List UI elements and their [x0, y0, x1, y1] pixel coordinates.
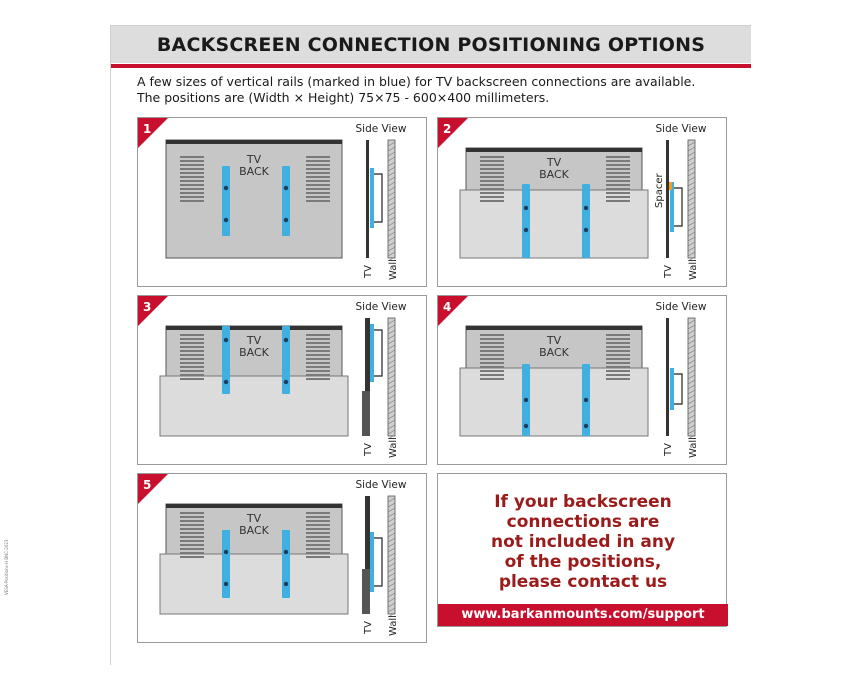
- vertical-rail: [582, 184, 590, 258]
- side-bracket: [674, 374, 682, 404]
- vent-slot: [306, 200, 330, 202]
- contact-line-5: please contact us: [498, 572, 668, 592]
- vent-slot: [606, 346, 630, 348]
- vent-slot: [606, 176, 630, 178]
- vent-slot: [180, 520, 204, 522]
- vent-slot: [180, 342, 204, 344]
- panel-number: 4: [443, 300, 452, 314]
- position-panel-1: [137, 117, 427, 287]
- vent-slot: [180, 334, 204, 336]
- vent-slot: [306, 164, 330, 166]
- wall-axis-label: Wall: [388, 437, 399, 458]
- tv-back-label: TV: [246, 153, 262, 166]
- side-bracket: [374, 538, 382, 586]
- tv-back-label: TV: [546, 156, 562, 169]
- vent-slot: [480, 338, 504, 340]
- vent-slot: [180, 366, 204, 368]
- tv-back-label: BACK: [539, 346, 569, 359]
- vent-slot: [180, 536, 204, 538]
- vent-slot: [180, 358, 204, 360]
- vertical-rail: [282, 166, 290, 236]
- vent-slot: [606, 362, 630, 364]
- side-view-label: Side View: [355, 301, 407, 313]
- tv-lower-section: [160, 376, 348, 436]
- vent-slot: [306, 172, 330, 174]
- vent-slot: [606, 164, 630, 166]
- vent-slot: [480, 168, 504, 170]
- vent-slot: [606, 200, 630, 202]
- vent-slot: [480, 378, 504, 380]
- header-band: [111, 25, 751, 63]
- rail-bolt: [524, 206, 528, 210]
- vent-slot: [480, 370, 504, 372]
- rail-bolt: [584, 398, 588, 402]
- vent-slot: [180, 544, 204, 546]
- side-bracket: [374, 330, 382, 376]
- tv-axis-label: TV: [363, 443, 374, 456]
- vent-slot: [306, 512, 330, 514]
- panel-drawing: [138, 118, 428, 288]
- vent-slot: [306, 536, 330, 538]
- tv-axis-label: TV: [363, 265, 374, 278]
- vent-slot: [480, 192, 504, 194]
- panel-drawing: [138, 474, 428, 644]
- vent-slot: [306, 552, 330, 554]
- vent-slot: [480, 362, 504, 364]
- vent-slot: [306, 156, 330, 158]
- vent-slot: [306, 196, 330, 198]
- vent-slot: [306, 548, 330, 550]
- vent-slot: [180, 164, 204, 166]
- vent-slot: [180, 192, 204, 194]
- contact-line-1: If your backscreen: [494, 492, 672, 512]
- panel-number: 5: [143, 478, 152, 492]
- rail-bolt: [224, 218, 228, 222]
- panel-drawing: [138, 296, 428, 466]
- vent-slot: [306, 362, 330, 364]
- vent-slot: [606, 156, 630, 158]
- panel-number: 3: [143, 300, 152, 314]
- tv-axis-label: TV: [663, 265, 674, 278]
- vent-slot: [306, 524, 330, 526]
- vent-slot: [180, 548, 204, 550]
- intro-line-2: The positions are (Width × Height) 75×75 - 600×400 millimeters.: [137, 90, 550, 105]
- vent-slot: [480, 342, 504, 344]
- tv-profile: [666, 318, 669, 436]
- vent-slot: [480, 350, 504, 352]
- vent-slot: [606, 350, 630, 352]
- vent-slot: [480, 180, 504, 182]
- vertical-rail: [222, 166, 230, 236]
- vent-slot: [606, 160, 630, 162]
- side-rail: [370, 532, 374, 592]
- vent-slot: [306, 334, 330, 336]
- vent-slot: [180, 346, 204, 348]
- vent-slot: [606, 168, 630, 170]
- side-bracket: [674, 188, 682, 226]
- rail-bolt: [524, 398, 528, 402]
- wall-axis-label: Wall: [388, 615, 399, 636]
- vent-slot: [480, 358, 504, 360]
- side-rail: [370, 324, 374, 382]
- position-panel-2: [437, 117, 727, 287]
- wall-axis-label: Wall: [688, 259, 699, 280]
- vent-slot: [306, 346, 330, 348]
- spacer-label: Spacer: [654, 173, 665, 208]
- vent-slot: [306, 378, 330, 380]
- support-link[interactable]: www.barkanmounts.com/support: [438, 604, 728, 626]
- vent-slot: [306, 366, 330, 368]
- vent-slot: [606, 342, 630, 344]
- vent-slot: [306, 358, 330, 360]
- diagram-sheet: [110, 25, 750, 665]
- tv-back-label: BACK: [539, 168, 569, 181]
- vent-slot: [180, 374, 204, 376]
- contact-line-2: connections are: [506, 512, 660, 532]
- vent-slot: [180, 540, 204, 542]
- vent-slot: [480, 354, 504, 356]
- wall-axis-label: Wall: [688, 437, 699, 458]
- side-rail: [370, 168, 374, 228]
- vent-slot: [606, 172, 630, 174]
- vent-slot: [480, 374, 504, 376]
- vent-slot: [606, 338, 630, 340]
- page-title: BACKSCREEN CONNECTION POSITIONING OPTIONS: [156, 34, 706, 56]
- vent-slot: [606, 354, 630, 356]
- contact-panel: [437, 473, 727, 627]
- tv-profile: [666, 140, 669, 258]
- vent-slot: [180, 552, 204, 554]
- vent-slot: [306, 180, 330, 182]
- side-rail: [670, 368, 674, 410]
- vent-slot: [606, 378, 630, 380]
- rail-bolt: [284, 338, 288, 342]
- tv-profile-lower: [362, 569, 370, 614]
- vent-slot: [306, 520, 330, 522]
- vent-slot: [180, 516, 204, 518]
- vent-slot: [180, 370, 204, 372]
- rail-bolt: [224, 550, 228, 554]
- vent-slot: [306, 528, 330, 530]
- position-panel-4: [437, 295, 727, 465]
- vent-slot: [606, 192, 630, 194]
- vent-slot: [180, 512, 204, 514]
- tv-axis-label: TV: [663, 443, 674, 456]
- rail-bolt: [284, 218, 288, 222]
- vertical-rail: [522, 184, 530, 258]
- vent-slot: [480, 346, 504, 348]
- tv-back-label: BACK: [239, 165, 269, 178]
- tv-top-edge: [466, 148, 642, 152]
- vent-slot: [306, 370, 330, 372]
- vent-slot: [306, 556, 330, 558]
- tv-top-edge: [166, 504, 342, 508]
- panel-drawing: [438, 296, 728, 466]
- vent-slot: [180, 188, 204, 190]
- vent-slot: [480, 334, 504, 336]
- vent-slot: [180, 196, 204, 198]
- rail-bolt: [224, 380, 228, 384]
- panel-number: 1: [143, 122, 152, 136]
- vent-slot: [480, 156, 504, 158]
- tv-profile-lower: [362, 391, 370, 436]
- tv-back-label: TV: [546, 334, 562, 347]
- contact-message: [438, 492, 728, 592]
- vent-slot: [606, 366, 630, 368]
- vent-slot: [306, 350, 330, 352]
- position-panel-5: [137, 473, 427, 643]
- vent-slot: [306, 540, 330, 542]
- vent-slot: [480, 160, 504, 162]
- intro-text: [137, 74, 737, 106]
- vent-slot: [180, 524, 204, 526]
- vent-slot: [180, 338, 204, 340]
- intro-line-1: A few sizes of vertical rails (marked in blue) for TV backscreen connections are available.: [137, 74, 696, 89]
- header-rule: [111, 64, 751, 68]
- tv-back-label: TV: [246, 512, 262, 525]
- vent-slot: [306, 176, 330, 178]
- vent-slot: [606, 334, 630, 336]
- vent-slot: [306, 374, 330, 376]
- vent-slot: [306, 354, 330, 356]
- vent-slot: [180, 350, 204, 352]
- tv-profile: [366, 140, 369, 258]
- contact-line-4: of the positions,: [504, 552, 662, 572]
- rail-bolt: [224, 582, 228, 586]
- tv-top-edge: [166, 140, 342, 144]
- rail-bolt: [584, 206, 588, 210]
- position-panel-3: [137, 295, 427, 465]
- vent-slot: [180, 362, 204, 364]
- rail-bolt: [524, 424, 528, 428]
- vent-slot: [480, 184, 504, 186]
- vertical-rail: [282, 530, 290, 598]
- vent-slot: [606, 374, 630, 376]
- vent-slot: [180, 172, 204, 174]
- vent-slot: [306, 532, 330, 534]
- tv-back-label: TV: [246, 334, 262, 347]
- rail-bolt: [584, 424, 588, 428]
- vent-slot: [480, 164, 504, 166]
- vent-slot: [180, 378, 204, 380]
- vent-slot: [180, 556, 204, 558]
- vent-slot: [480, 366, 504, 368]
- tv-lower-section: [160, 554, 348, 614]
- side-view-label: Side View: [355, 479, 407, 491]
- panel-drawing: [438, 118, 728, 288]
- vent-slot: [306, 192, 330, 194]
- vent-slot: [606, 358, 630, 360]
- rail-bolt: [524, 228, 528, 232]
- vent-slot: [306, 184, 330, 186]
- tv-back-label: BACK: [239, 524, 269, 537]
- rail-bolt: [224, 186, 228, 190]
- vent-slot: [306, 160, 330, 162]
- vertical-rail: [222, 530, 230, 598]
- tv-top-edge: [166, 326, 342, 330]
- vent-slot: [180, 180, 204, 182]
- vent-slot: [606, 370, 630, 372]
- tv-back-label: BACK: [239, 346, 269, 359]
- side-view-label: Side View: [655, 301, 707, 313]
- rail-bolt: [284, 380, 288, 384]
- vent-slot: [180, 160, 204, 162]
- vent-slot: [606, 184, 630, 186]
- vent-slot: [306, 338, 330, 340]
- rail-bolt: [284, 550, 288, 554]
- spacer-block: [669, 182, 672, 190]
- vent-slot: [180, 176, 204, 178]
- vent-slot: [306, 516, 330, 518]
- side-view-label: Side View: [655, 123, 707, 135]
- vent-slot: [606, 180, 630, 182]
- wall-axis-label: Wall: [388, 259, 399, 280]
- tv-top-edge: [466, 326, 642, 330]
- vent-slot: [606, 196, 630, 198]
- vent-slot: [180, 156, 204, 158]
- vent-slot: [180, 532, 204, 534]
- vent-slot: [306, 544, 330, 546]
- side-bracket: [374, 174, 382, 222]
- vent-slot: [180, 168, 204, 170]
- rail-bolt: [584, 228, 588, 232]
- panel-number: 2: [443, 122, 452, 136]
- document-code: VESA-Positions-H BNC-2023: [4, 539, 9, 595]
- side-view-label: Side View: [355, 123, 407, 135]
- vent-slot: [480, 172, 504, 174]
- vent-slot: [180, 200, 204, 202]
- rail-bolt: [224, 338, 228, 342]
- vent-slot: [306, 188, 330, 190]
- tv-axis-label: TV: [363, 621, 374, 634]
- vent-slot: [180, 528, 204, 530]
- vent-slot: [480, 196, 504, 198]
- rail-bolt: [284, 186, 288, 190]
- vent-slot: [180, 184, 204, 186]
- vent-slot: [480, 176, 504, 178]
- vent-slot: [480, 188, 504, 190]
- vent-slot: [180, 354, 204, 356]
- vent-slot: [606, 188, 630, 190]
- contact-line-3: not included in any: [490, 532, 676, 552]
- vent-slot: [480, 200, 504, 202]
- vent-slot: [306, 342, 330, 344]
- vent-slot: [306, 168, 330, 170]
- rail-bolt: [284, 582, 288, 586]
